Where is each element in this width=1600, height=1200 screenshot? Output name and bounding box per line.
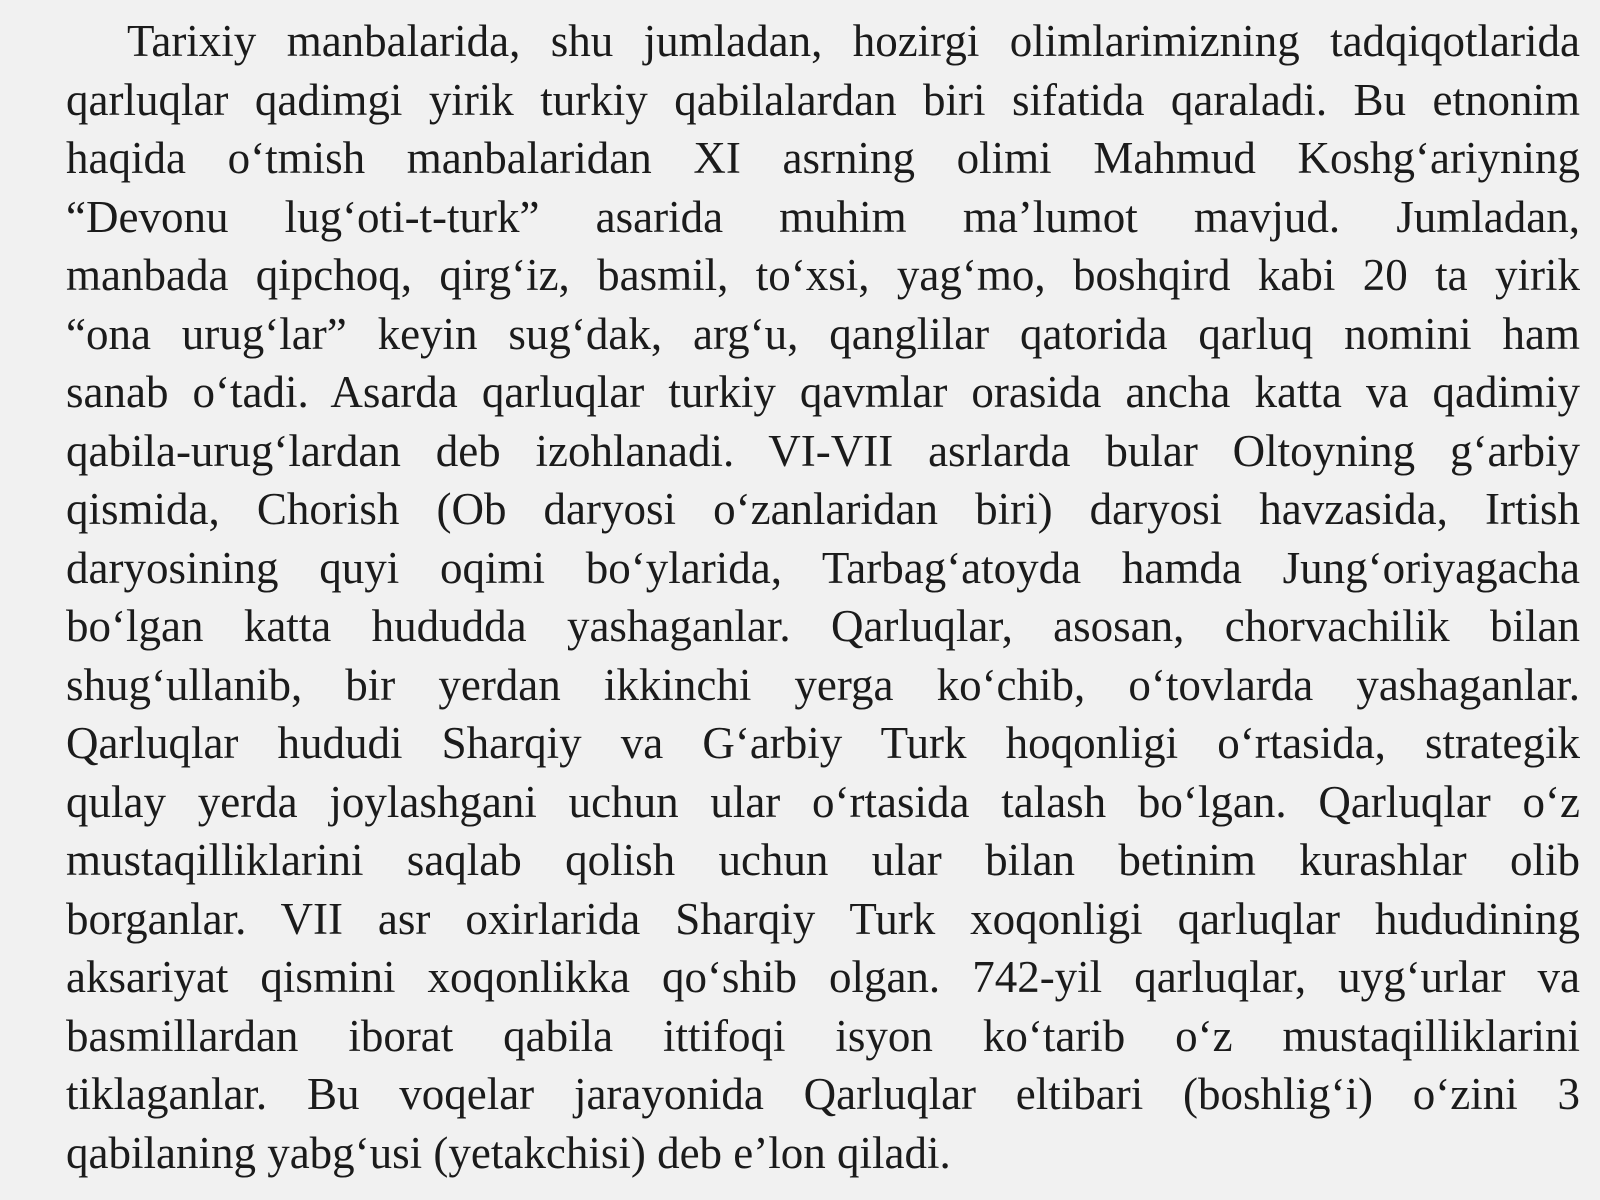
paragraph-line: daryosining quyi oqimi bo‘ylarida, Tarbag‘atoyda hamda Jung‘oriyagacha: [66, 542, 1580, 593]
paragraph-line: qulay yerda joylashgani uchun ular o‘rtasida talash bo‘lgan. Qarluqlar o‘z: [66, 776, 1580, 827]
paragraph-line: basmillardan iborat qabila ittifoqi isyon ko‘tarib o‘z mustaqilliklarini: [66, 1010, 1580, 1061]
document-page: [66, 12, 1580, 1182]
body-paragraph: [66, 12, 1580, 1182]
paragraph-line: haqida o‘tmish manbalaridan XI asrning olimi Mahmud Koshg‘ariyning: [66, 133, 1580, 183]
paragraph-line: qarluqlar qadimgi yirik turkiy qabilalardan biri sifatida qaraladi. Bu etnonim: [66, 74, 1580, 125]
paragraph-line: tiklaganlar. Bu voqelar jarayonida Qarluqlar eltibari (boshlig‘i) o‘zini 3: [66, 1069, 1580, 1119]
paragraph-line: manbada qipchoq, qirg‘iz, basmil, to‘xsi, yag‘mo, boshqird kabi 20 ta yirik: [66, 250, 1580, 300]
paragraph-line: qabila-urug‘lardan deb izohlanadi. VI-VII asrlarda bular Oltoyning g‘arbiy: [66, 425, 1580, 476]
paragraph-line: Qarluqlar hududi Sharqiy va G‘arbiy Turk hoqonligi o‘rtasida, strategik: [66, 718, 1580, 768]
paragraph-line: aksariyat qismini xoqonlikka qo‘shib olgan. 742-yil qarluqlar, uyg‘urlar va: [66, 952, 1580, 1002]
paragraph-line: Tarixiy manbalarida, shu jumladan, hozirgi olimlarimizning tadqiqotlarida: [127, 16, 1580, 66]
paragraph-line: sanab o‘tadi. Asarda qarluqlar turkiy qavmlar orasida ancha katta va qadimiy: [66, 367, 1580, 417]
paragraph-line: borganlar. VII asr oxirlarida Sharqiy Turk xoqonligi qarluqlar hududining: [66, 893, 1580, 944]
paragraph-line: bo‘lgan katta hududda yashaganlar. Qarluqlar, asosan, chorvachilik bilan: [66, 601, 1580, 651]
paragraph-line: “Devonu lug‘oti-t-turk” asarida muhim ma’lumot mavjud. Jumladan,: [66, 191, 1580, 242]
paragraph-line: qismida, Chorish (Ob daryosi o‘zanlaridan biri) daryosi havzasida, Irtish: [66, 484, 1580, 534]
paragraph-line: mustaqilliklarini saqlab qolish uchun ular bilan betinim kurashlar olib: [66, 835, 1580, 885]
paragraph-line: “ona urug‘lar” keyin sug‘dak, arg‘u, qanglilar qatorida qarluq nomini ham: [66, 308, 1580, 359]
paragraph-line: qabilaning yabg‘usi (yetakchisi) deb e’lon qiladi.: [66, 1127, 951, 1178]
paragraph-line: shug‘ullanib, bir yerdan ikkinchi yerga ko‘chib, o‘tovlarda yashaganlar.: [66, 659, 1580, 710]
